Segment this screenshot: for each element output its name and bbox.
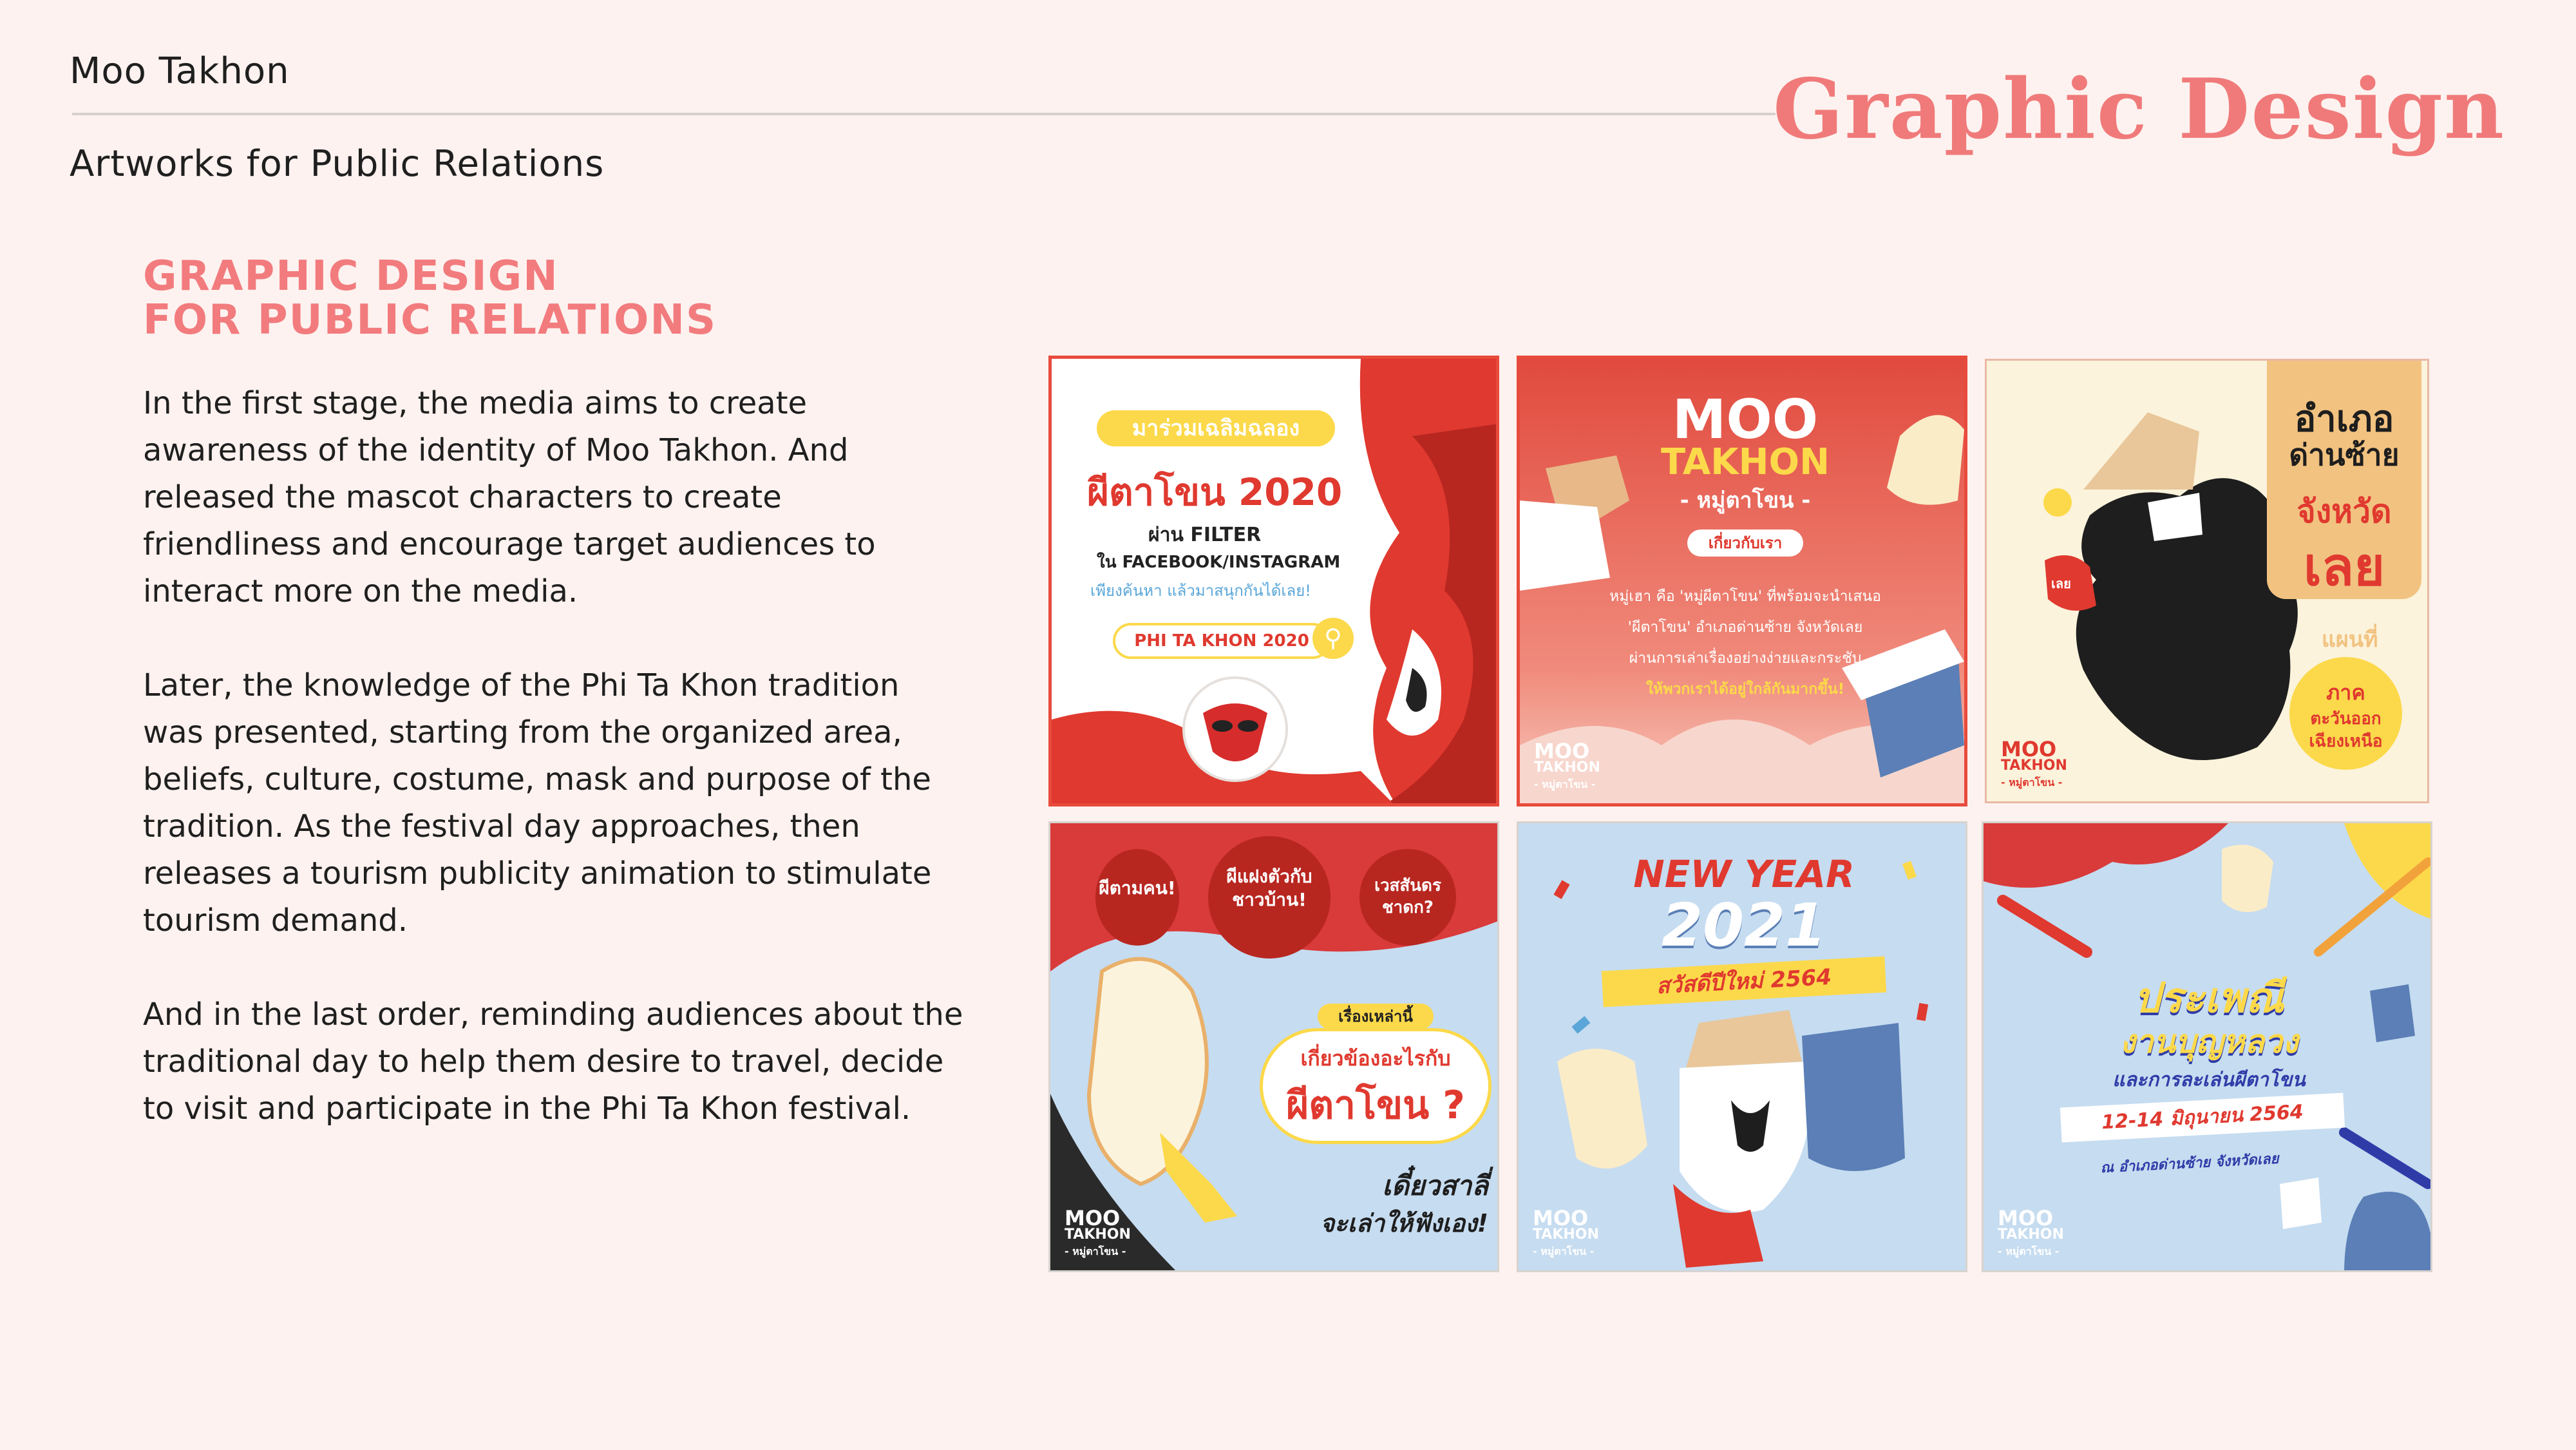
new-year-banner: สวัสดีปีใหม่ 2564 — [1602, 957, 1886, 1007]
moo-takhon-logo — [1066, 739, 1132, 793]
artwork-district-map[interactable] — [1985, 359, 2429, 803]
intro-paragraph: And in the last order, reminding audiences about the traditional day to help them desire to travel, decide to visit and participate in the Phi Ta Khon festival. — [143, 997, 963, 1127]
region-line2: ตะวันออก — [2310, 709, 2382, 729]
moo-takhon-logo — [1533, 1206, 1599, 1260]
intro-heading-line1: GRAPHIC DESIGN — [143, 253, 559, 300]
tile1-title: ผีตาโขน 2020 — [1087, 470, 1343, 514]
footer-line1: เดี๋ยวสาลี่ — [1382, 1170, 1488, 1201]
province-line2: เลย — [2303, 537, 2385, 598]
tile2-body — [1558, 581, 1932, 705]
logo-line3: - หมู่ตาโขน - — [1066, 778, 1128, 790]
tile2-title2: TAKHON — [1661, 441, 1830, 483]
logo-line1: MOO — [2001, 737, 2057, 761]
tile1-line2: ใน FACEBOOK/INSTAGRAM — [1097, 553, 1341, 572]
festival-place: ณ อำเภอด่านซ้าย จังหวัดเลย — [2100, 1150, 2280, 1177]
district-line2: ด่านซ้าย — [2289, 437, 2400, 472]
mask-icon — [1180, 674, 1290, 784]
bubble-3-text: เวสสันดรชาดก? — [1374, 876, 1441, 917]
moo-takhon-logo — [1534, 739, 1600, 793]
project-name: Moo Takhon — [70, 50, 290, 92]
question-line2: ผีตาโขน ? — [1286, 1083, 1465, 1128]
tile6-title2: งานบุญหลวง — [2119, 1023, 2298, 1060]
tile2-body-line: 'ผีตาโขน' อำเภอด่านซ้าย จังหวัดเลย — [1627, 619, 1863, 636]
district-line1: อำเภอ — [2294, 398, 2394, 440]
festival-date: 12-14 มิถุนายน 2564 — [2060, 1093, 2345, 1143]
section-title: Graphic Design — [1772, 61, 2505, 158]
region-line1: ภาค — [2326, 680, 2365, 705]
tile6-title1: ประเพณี — [2134, 975, 2284, 1022]
logo-line1: MOO — [1998, 1206, 2054, 1230]
map-label: แผนที่ — [2322, 627, 2378, 653]
tile5-title1: NEW YEAR — [1633, 852, 1855, 896]
tile2-body-line: ให้พวกเราได้อยู่ใกล้กันมากขึ้น! — [1645, 681, 1845, 698]
tile1-line1: ผ่าน FILTER — [1148, 524, 1262, 546]
artwork-about-us[interactable] — [1517, 356, 1967, 806]
logo-line3: - หมู่ตาโขน - — [1533, 1245, 1595, 1257]
logo-line3: - หมู่ตาโขน - — [2001, 776, 2063, 788]
logo-line3: - หมู่ตาโขน - — [1065, 1245, 1126, 1257]
moo-takhon-logo — [2001, 737, 2067, 791]
moo-takhon-logo — [1998, 1206, 2064, 1260]
about-badge: เกี่ยวกับเรา — [1687, 529, 1803, 557]
artwork-filter-promo[interactable] — [1048, 356, 1499, 806]
artwork-new-year[interactable] — [1517, 821, 1967, 1272]
header-divider — [72, 113, 1776, 115]
tile2-body-line: หมู่เฮา คือ 'หมู่ผีตาโขน' ที่พร้อมจะนำเสนอ — [1609, 588, 1881, 605]
logo-line3: - หมู่ตาโขน - — [1534, 778, 1596, 790]
map-pin-label: เลย — [2051, 576, 2071, 591]
page-subtitle: Artworks for Public Relations — [70, 143, 605, 185]
artwork-stories[interactable] — [1048, 821, 1499, 1272]
logo-line1: MOO — [1065, 1206, 1121, 1230]
intro-heading-line2: FOR PUBLIC RELATIONS — [143, 296, 717, 344]
logo-line2: TAKHON — [2001, 758, 2067, 774]
bubble-2-text: ผีแฝงตัวกับชาวบ้าน! — [1226, 866, 1312, 910]
tile5-title2: 2021 — [1661, 891, 1827, 960]
bubble-1-text: ผีตามคน! — [1099, 877, 1176, 899]
tile2-title1: MOO — [1672, 388, 1819, 451]
tile1-line3: เพียงค้นหา แล้วมาสนุกกันได้เลย! — [1090, 582, 1311, 600]
intro-body — [143, 380, 967, 1179]
stories-tag: เรื่องเหล่านี้ — [1318, 1004, 1434, 1029]
search-bar: PHI TA KHON 2020 — [1113, 623, 1331, 659]
tile2-body-line: ผ่านการเล่าเรื่องอย่างง่ายและกระชับ — [1629, 650, 1862, 667]
question-line1: เกี่ยวข้องอะไรกับ — [1300, 1046, 1451, 1071]
search-icon: ⚲ — [1312, 618, 1354, 659]
intro-paragraph: Later, the knowledge of the Phi Ta Khon tradition was presented, starting from the organized area, beliefs, culture, costume, mask and purpose of the tradition. As the festival day approaches, then releases a tourism publicity animation to stimulate tourism demand. — [143, 667, 932, 939]
footer-line2: จะเล่าให้ฟังเอง! — [1320, 1209, 1488, 1237]
logo-line2: TAKHON — [1066, 759, 1132, 776]
logo-line1: MOO — [1066, 739, 1122, 763]
intro-paragraph: In the first stage, the media aims to create awareness of the identity of Moo Takhon. And released the mascot characters to create friendliness and encourage target audiences to interact more on the media. — [143, 385, 876, 609]
celebrate-badge: มาร่วมเฉลิมฉลอง — [1097, 410, 1335, 446]
logo-line3: - หมู่ตาโขน - — [1998, 1245, 2060, 1257]
tile2-title3: - หมู่ตาโขน - — [1680, 488, 1811, 513]
province-line1: จังหวัด — [2297, 493, 2392, 530]
region-line3: เฉียงเหนือ — [2309, 732, 2383, 751]
logo-line2: TAKHON — [1534, 759, 1600, 776]
logo-line1: MOO — [1534, 739, 1590, 763]
logo-line1: MOO — [1533, 1206, 1589, 1230]
artwork-festival[interactable] — [1982, 821, 2432, 1272]
logo-line2: TAKHON — [1533, 1226, 1599, 1243]
tile6-sub: และการละเล่นผีตาโขน — [2112, 1069, 2306, 1091]
logo-line2: TAKHON — [1998, 1226, 2064, 1243]
logo-line2: TAKHON — [1065, 1226, 1131, 1243]
intro-heading — [143, 254, 717, 342]
moo-takhon-logo — [1065, 1206, 1131, 1260]
